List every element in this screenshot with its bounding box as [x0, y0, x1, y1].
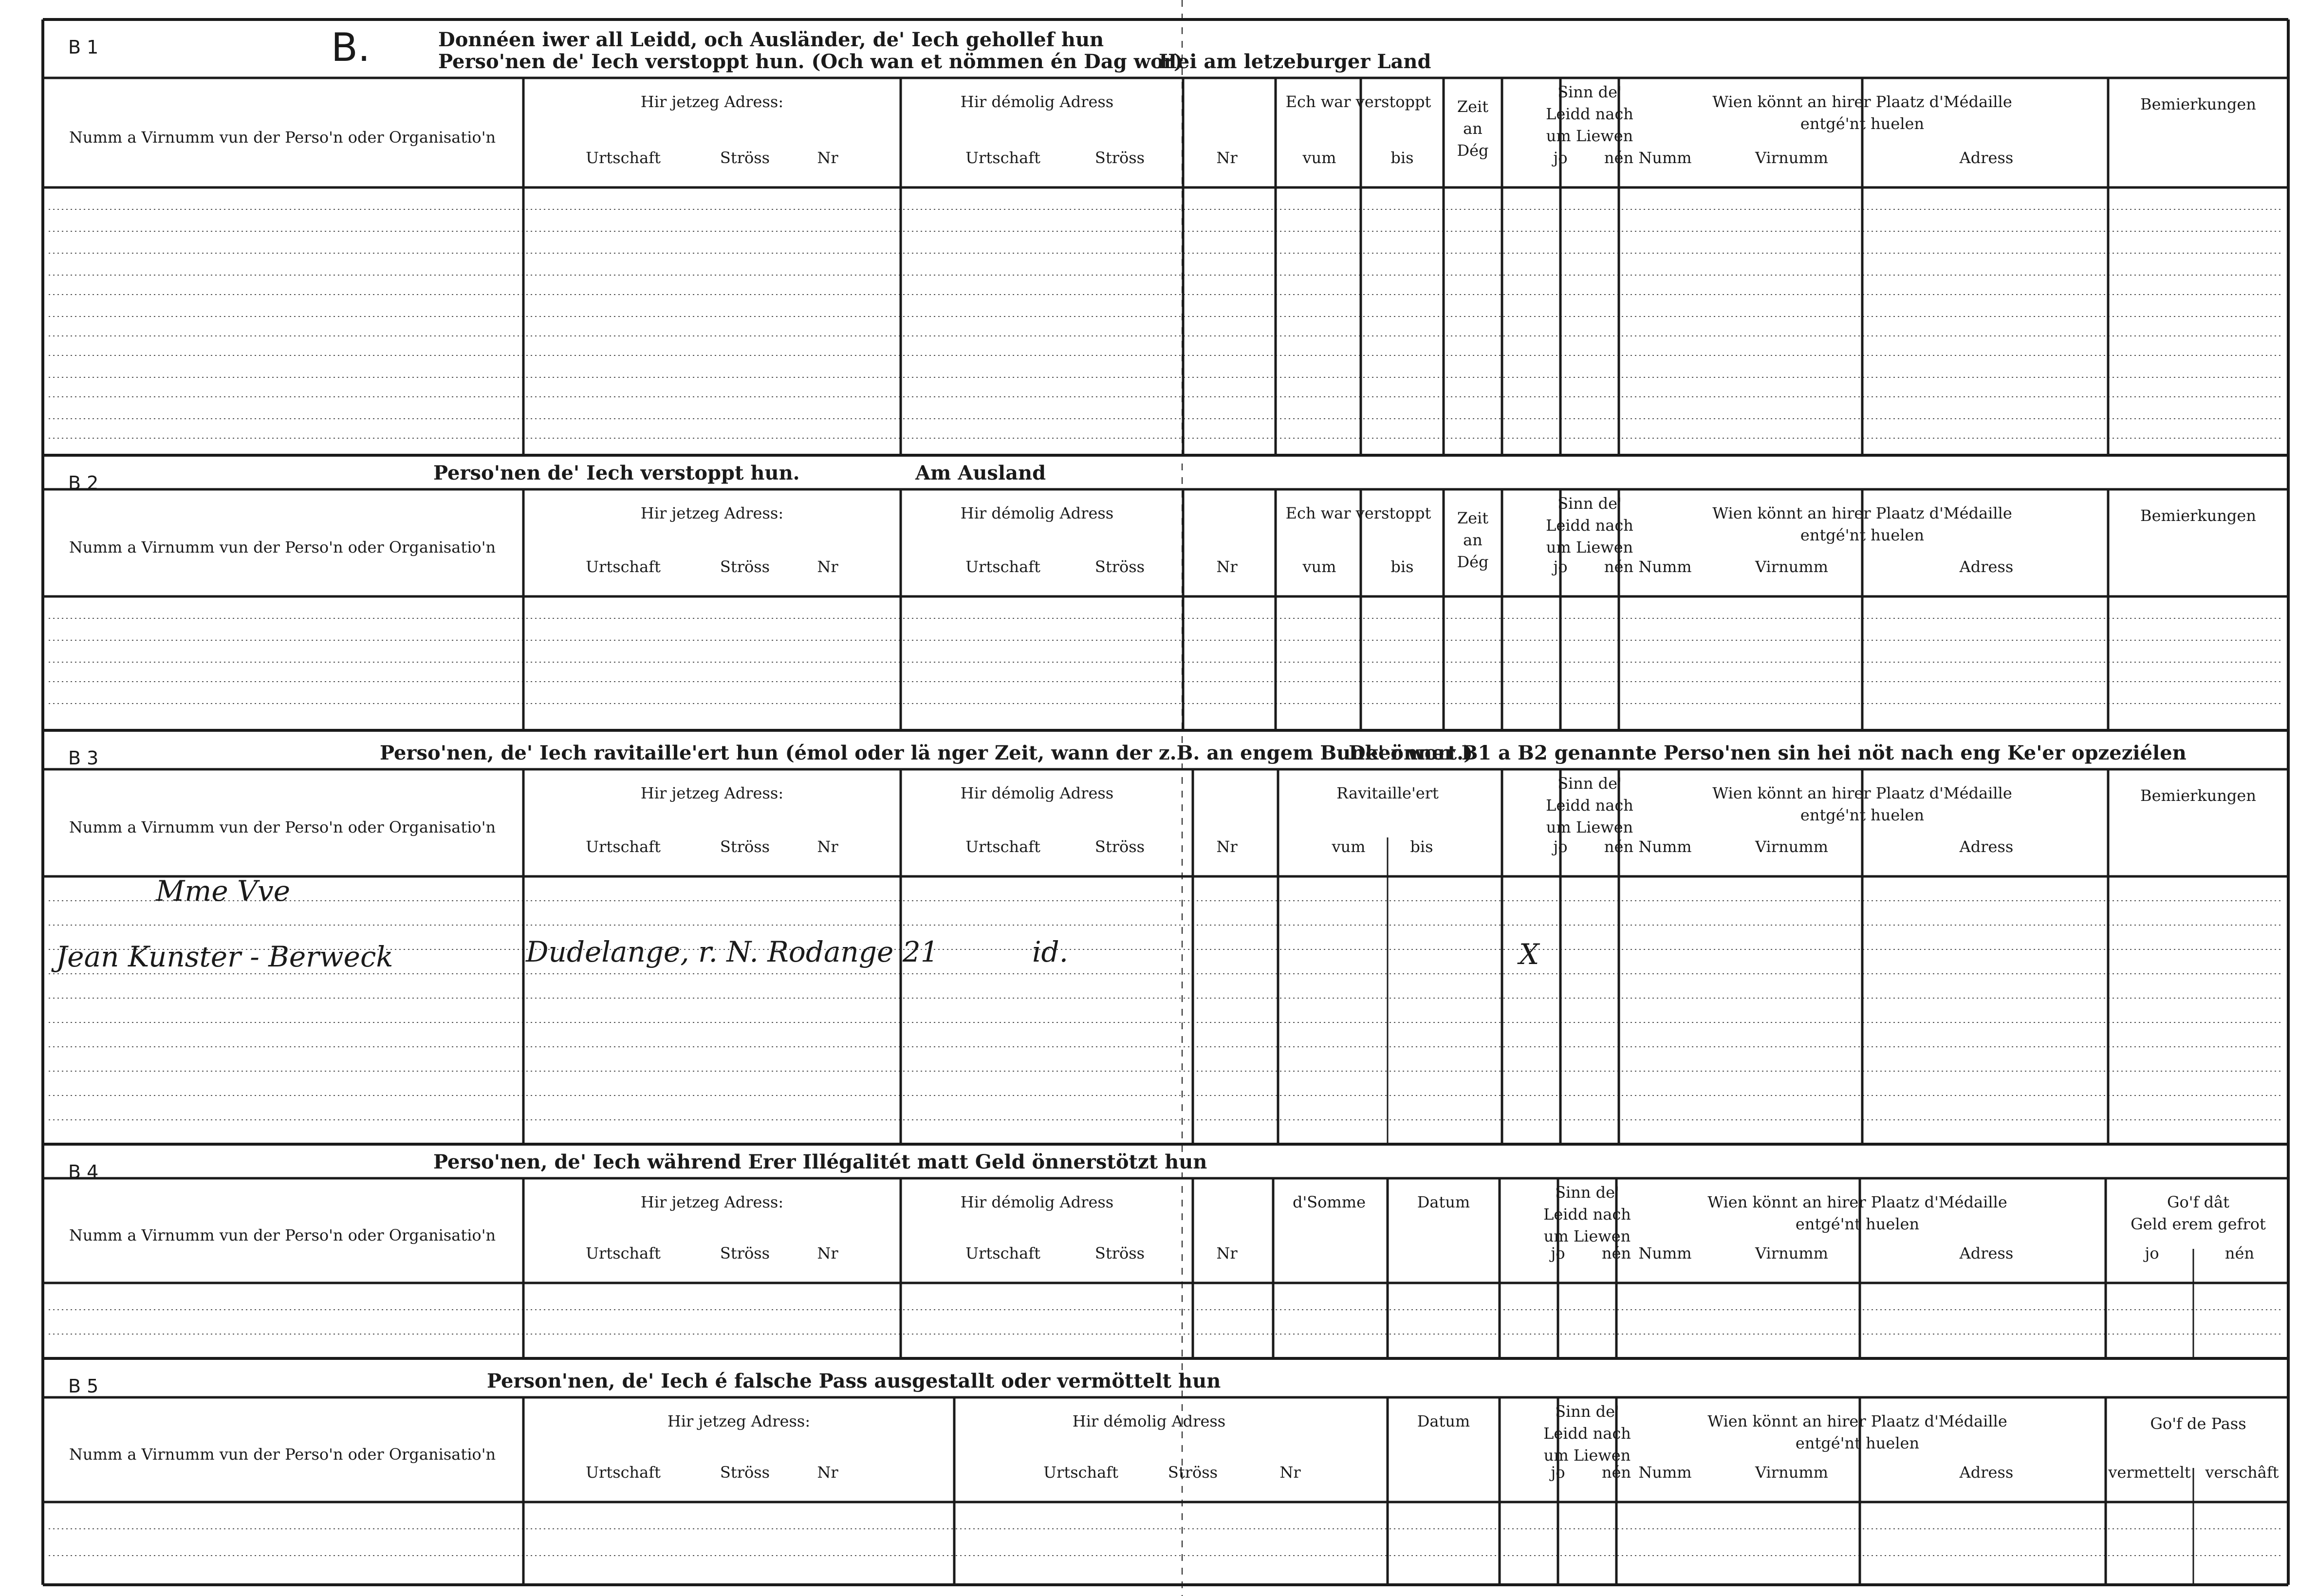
- col-former-address: Hir démolig Adress: [960, 504, 1114, 522]
- col-alive-3: um Liewen: [1546, 818, 1633, 836]
- col-locality: Urtschaft: [586, 1244, 661, 1262]
- col-street: Ströss: [720, 557, 770, 576]
- section-1-label: B 1: [68, 37, 99, 58]
- col-yes: jo: [1553, 837, 1568, 856]
- col-number: Nr: [817, 148, 838, 167]
- col-yes: jo: [1551, 1244, 1565, 1262]
- col-current-address: Hir jetzeg Adress:: [640, 504, 784, 522]
- col-medal-2: entgé'nt huelen: [1795, 1215, 1920, 1233]
- col-medal-1: Wien könnt an hirer Plaatz d'Médaille: [1707, 1193, 2007, 1211]
- handwritten-name: Jean Kunster - Berweck: [56, 940, 393, 973]
- section-2-label: B 2: [68, 472, 99, 494]
- section-3-label: B 3: [68, 747, 99, 769]
- col-alive-3: um Liewen: [1546, 538, 1633, 557]
- col-name-header: Numm a Virnumm vun der Perso'n oder Organisatio'n: [69, 818, 496, 836]
- col-current-address: Hir jetzeg Adress:: [667, 1412, 811, 1430]
- col-surname: Numm: [1638, 837, 1692, 856]
- col-former-street: Ströss: [1168, 1463, 1218, 1482]
- col-until: bis: [1390, 148, 1414, 167]
- col-alive-2: Leidd nach: [1543, 1205, 1631, 1224]
- col-former-street: Ströss: [1094, 1244, 1145, 1262]
- col-name-header: Numm a Virnumm vun der Perso'n oder Organisatio'n: [69, 1226, 496, 1244]
- col-time-2: an: [1463, 119, 1483, 138]
- col-alive-2: Leidd nach: [1546, 105, 1633, 123]
- col-number: Nr: [817, 1463, 838, 1482]
- col-alive-1: Sinn de': [1557, 83, 1622, 101]
- col-current-address: Hir jetzeg Adress:: [640, 1193, 784, 1211]
- header-line-1: Donnéen iwer all Leidd, och Ausländer, de' Iech gehollef hun: [438, 28, 1104, 51]
- col-money-2: Geld erem gefrot: [2131, 1215, 2266, 1233]
- col-number: Nr: [817, 557, 838, 576]
- col-time: Zeit: [1457, 509, 1489, 527]
- col-current-address: Hir jetzeg Adress:: [640, 784, 784, 802]
- col-date: Datum: [1417, 1193, 1470, 1211]
- section-3-title: Perso'nen, de' Iech ravitaille'ert hun (émol oder lä nger Zeit, wann der z.B. an engem Bunker wort.): [380, 742, 1473, 764]
- col-address: Adress: [1959, 1244, 2014, 1262]
- col-former-street: Ströss: [1094, 557, 1145, 576]
- col-locality: Urtschaft: [586, 1463, 661, 1482]
- col-former-locality: Urtschaft: [965, 837, 1040, 856]
- col-alive-2: Leidd nach: [1546, 516, 1633, 535]
- col-money-no: nén: [2224, 1244, 2255, 1262]
- col-current-address: Hir jetzeg Adress:: [640, 93, 784, 111]
- section-2-title: Perso'nen de' Iech verstoppt hun.: [433, 462, 800, 484]
- col-former-locality: Urtschaft: [965, 148, 1040, 167]
- col-supplied: Ravitaille'ert: [1336, 784, 1439, 802]
- col-former-locality: Urtschaft: [965, 1244, 1040, 1262]
- col-from: vum: [1302, 148, 1336, 167]
- col-former-number: Nr: [1216, 557, 1238, 576]
- col-pass: Go'f de Pass: [2150, 1414, 2246, 1433]
- col-medal-2: entgé'nt huelen: [1800, 526, 1925, 544]
- col-former-address: Hir démolig Adress: [960, 93, 1114, 111]
- col-former-address: Hir démolig Adress: [960, 784, 1114, 802]
- section-5-title: Person'nen, de' Iech é falsche Pass ausgestallt oder vermöttelt hun: [487, 1370, 1221, 1392]
- col-yes: jo: [1553, 148, 1568, 167]
- col-former-number: Nr: [1279, 1463, 1301, 1482]
- col-alive-3: um Liewen: [1543, 1446, 1631, 1465]
- col-sum: d'Somme: [1292, 1193, 1366, 1211]
- col-locality: Urtschaft: [586, 148, 661, 167]
- handwritten-address: Dudelange, r. N. Rodange 21: [526, 935, 939, 968]
- col-surname: Numm: [1638, 1244, 1692, 1262]
- col-medal-2: entgé'nt huelen: [1800, 114, 1925, 133]
- col-remarks: Bemierkungen: [2140, 506, 2256, 525]
- col-former-number: Nr: [1216, 1244, 1238, 1262]
- col-money-yes: jo: [2145, 1244, 2159, 1262]
- col-firstname: Virnumm: [1755, 148, 1828, 167]
- col-time-3: Dég: [1457, 553, 1489, 571]
- col-number: Nr: [817, 1244, 838, 1262]
- col-medal-1: Wien könnt an hirer Plaatz d'Médaille: [1712, 93, 2012, 111]
- col-hidden: Ech war verstoppt: [1285, 93, 1431, 111]
- col-alive-2: Leidd nach: [1543, 1424, 1631, 1443]
- col-medal-1: Wien könnt an hirer Plaatz d'Médaille: [1712, 504, 2012, 522]
- col-alive-2: Leidd nach: [1546, 796, 1633, 815]
- section-5-label: B 5: [68, 1375, 99, 1397]
- col-former-locality: Urtschaft: [1043, 1463, 1118, 1482]
- col-number: Nr: [817, 837, 838, 856]
- col-from: vum: [1302, 557, 1336, 576]
- col-time: Zeit: [1457, 97, 1489, 116]
- col-medal-2: entgé'nt huelen: [1800, 806, 1925, 824]
- col-locality: Urtschaft: [586, 837, 661, 856]
- col-time-3: Dég: [1457, 141, 1489, 160]
- col-alive-1: Sinn de': [1557, 494, 1622, 513]
- col-medal-1: Wien könnt an hirer Plaatz d'Médaille: [1707, 1412, 2007, 1430]
- col-address: Adress: [1959, 1463, 2014, 1482]
- col-pass-mediated: vermettelt: [2108, 1463, 2191, 1482]
- header-line-2: Perso'nen de' Iech verstoppt hun. (Och wan et nömmen én Dag wor): [438, 50, 1183, 73]
- col-locality: Urtschaft: [586, 557, 661, 576]
- col-alive-1: Sinn de': [1557, 774, 1622, 793]
- col-surname: Numm: [1638, 1463, 1692, 1482]
- col-no: nén: [1604, 148, 1634, 167]
- col-name-header: Numm a Virnumm vun der Perso'n oder Organisatio'n: [69, 538, 496, 557]
- col-no: nén: [1601, 1463, 1631, 1482]
- col-remarks: Bemierkungen: [2140, 786, 2256, 805]
- col-pass-created: verschâft: [2205, 1463, 2279, 1482]
- handwritten-title: Mme Vve: [156, 874, 291, 908]
- col-alive-1: Sinn de': [1555, 1402, 1619, 1421]
- section-letter: B.: [331, 25, 371, 70]
- col-name-header: Numm a Virnumm vun der Perso'n oder Organisatio'n: [69, 1445, 496, 1464]
- col-alive-3: um Liewen: [1543, 1227, 1631, 1245]
- section-3-subtitle: De' önner B1 a B2 genannte Perso'nen sin hei nöt nach eng Ke'er opzeziélen: [1349, 742, 2187, 764]
- col-pass-date: Datum: [1417, 1412, 1470, 1430]
- col-money-1: Go'f dât: [2167, 1193, 2230, 1211]
- col-supplied-from: vum: [1332, 837, 1366, 856]
- col-former-street: Ströss: [1094, 148, 1145, 167]
- col-address: Adress: [1959, 557, 2014, 576]
- col-firstname: Virnumm: [1755, 1244, 1828, 1262]
- form-text: [51, 25, 2279, 1482]
- col-alive-1: Sinn de': [1555, 1183, 1619, 1202]
- col-address: Adress: [1959, 148, 2014, 167]
- col-former-street: Ströss: [1094, 837, 1145, 856]
- col-until: bis: [1390, 557, 1414, 576]
- col-former-number: Nr: [1216, 837, 1238, 856]
- col-former-address: Hir démolig Adress: [1072, 1412, 1226, 1430]
- col-surname: Numm: [1638, 148, 1692, 167]
- col-name-header: Numm a Virnumm vun der Perso'n oder Organisatio'n: [69, 128, 496, 147]
- col-firstname: Virnumm: [1755, 557, 1828, 576]
- col-address: Adress: [1959, 837, 2014, 856]
- handwritten-alive-mark: X: [1519, 938, 1539, 971]
- col-no: nén: [1604, 557, 1634, 576]
- col-street: Ströss: [720, 837, 770, 856]
- col-hidden: Ech war verstoppt: [1285, 504, 1431, 522]
- col-no: nén: [1601, 1244, 1631, 1262]
- section-4-title: Perso'nen, de' Iech während Erer Illégalitét matt Geld önnerstötzt hun: [433, 1151, 1207, 1173]
- col-former-address: Hir démolig Adress: [960, 1193, 1114, 1211]
- section-2-subtitle: Am Ausland: [915, 462, 1046, 484]
- col-street: Ströss: [720, 1463, 770, 1482]
- col-medal-1: Wien könnt an hirer Plaatz d'Médaille: [1712, 784, 2012, 802]
- col-surname: Numm: [1638, 557, 1692, 576]
- section-4-label: B 4: [68, 1161, 99, 1183]
- col-no: nén: [1604, 837, 1634, 856]
- header-region: Hei am letzeburger Land: [1159, 50, 1431, 73]
- col-medal-2: entgé'nt huelen: [1795, 1434, 1920, 1452]
- col-firstname: Virnumm: [1755, 837, 1828, 856]
- col-alive-3: um Liewen: [1546, 127, 1633, 145]
- col-yes: jo: [1551, 1463, 1565, 1482]
- col-street: Ströss: [720, 148, 770, 167]
- col-street: Ströss: [720, 1244, 770, 1262]
- col-supplied-until: bis: [1410, 837, 1433, 856]
- col-time-2: an: [1463, 531, 1483, 549]
- col-remarks: Bemierkungen: [2140, 95, 2256, 113]
- col-former-number: Nr: [1216, 148, 1238, 167]
- col-yes: jo: [1553, 557, 1568, 576]
- col-former-locality: Urtschaft: [965, 557, 1040, 576]
- handwritten-former-address: id.: [1032, 935, 1069, 968]
- col-firstname: Virnumm: [1755, 1463, 1828, 1482]
